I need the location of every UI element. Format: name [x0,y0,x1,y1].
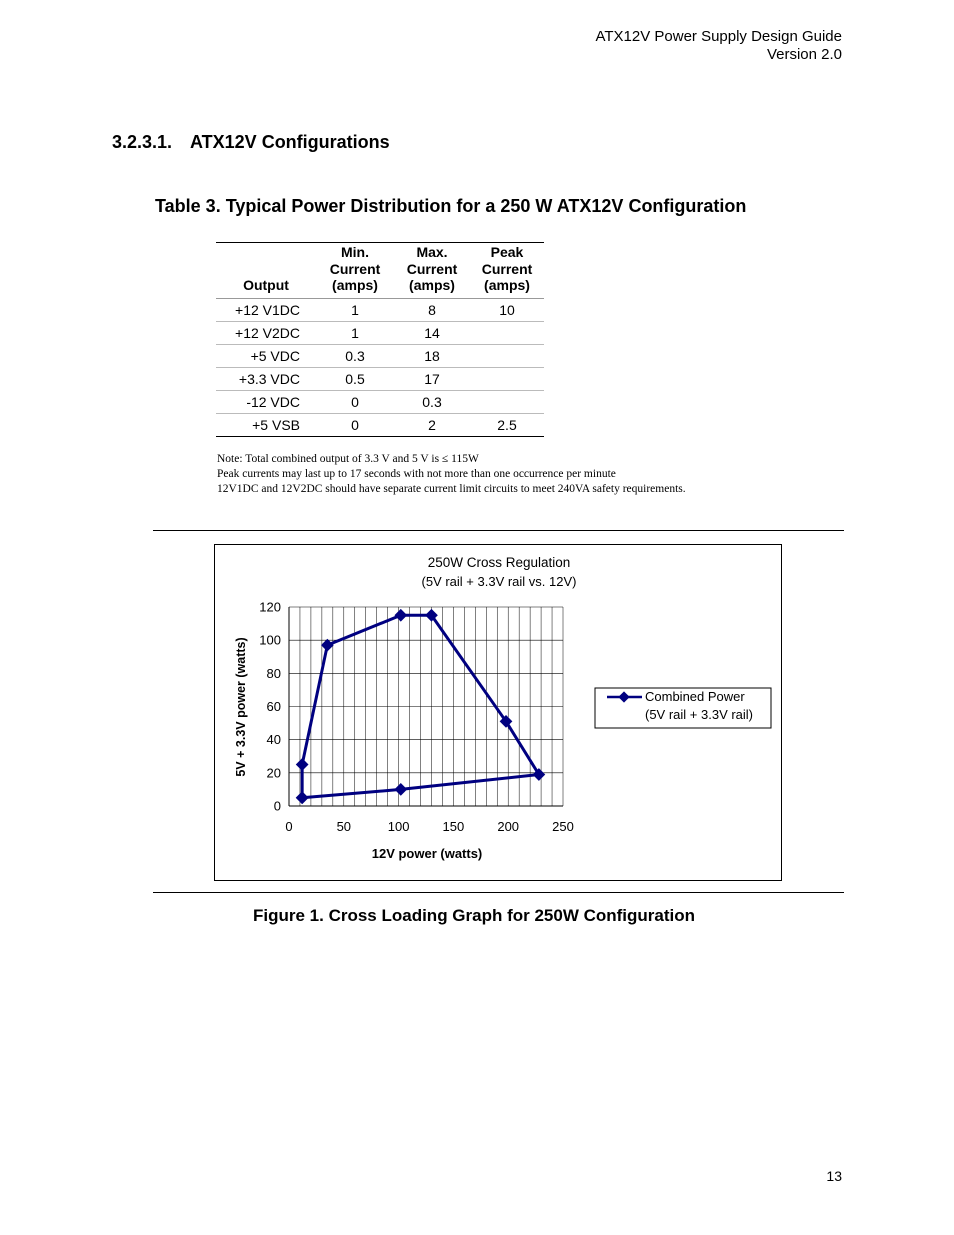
x-tick-label: 200 [497,819,520,834]
y-tick-label: 60 [266,699,281,714]
x-tick-label: 0 [285,819,293,834]
x-tick-label: 50 [336,819,352,834]
data-point-marker [296,791,309,804]
note-line: Peak currents may last up to 17 seconds with not more than one occurrence per minute [217,468,616,480]
y-tick-label: 0 [273,798,281,814]
table-row [216,321,544,344]
cell-peak [470,321,544,344]
cell-peak: 2.5 [470,413,544,436]
data-point-marker [296,758,309,771]
legend-label-line1: Combined Power [645,689,745,704]
section-heading [112,132,390,153]
cell-peak [470,344,544,367]
power-distribution-table [216,242,544,437]
cell-output: +12 V2DC [216,321,316,344]
cell-max: 8 [394,298,470,321]
legend [595,688,771,728]
cell-max: 0.3 [394,390,470,413]
y-tick-label: 100 [259,632,281,648]
chart-subtitle: (5V rail + 3.3V rail vs. 12V) [421,574,577,589]
cell-output: +5 VSB [216,413,316,436]
header-max-current: Max. Current (amps) [394,243,470,299]
cell-output: +12 V1DC [216,298,316,321]
table-row [216,344,544,367]
data-point-marker [394,609,407,622]
page-header [595,28,842,64]
header-min-current: Min. Current (amps) [316,243,394,299]
table-notes [217,452,686,497]
cell-max: 17 [394,367,470,390]
header-doc-title: ATX12V Power Supply Design Guide [595,28,842,45]
y-tick-label: 40 [266,732,281,748]
cell-max: 18 [394,344,470,367]
cell-min: 0 [316,413,394,436]
note-line: 12V1DC and 12V2DC should have separate current limit circuits to meet 240VA safety requirements. [217,483,686,495]
page-number: 13 [826,1168,842,1184]
cell-output: +3.3 VDC [216,367,316,390]
y-axis-label: 5V + 3.3V power (watts) [234,637,248,777]
table-row [216,390,544,413]
cell-output: -12 VDC [216,390,316,413]
figure-bottom-rule [153,892,844,893]
x-tick-label: 250 [552,819,574,834]
cell-min: 1 [316,298,394,321]
table-header-row [216,243,544,299]
legend-label-line2: (5V rail + 3.3V rail) [645,707,754,722]
table-row [216,367,544,390]
note-line: Note: Total combined output of 3.3 V and 5 V is ≤ 115W [217,453,479,465]
section-number: 3.2.3.1. [112,132,173,152]
figure-caption: Figure 1. Cross Loading Graph for 250W Configuration [253,906,696,925]
cell-output: +5 VDC [216,344,316,367]
y-tick-label: 120 [259,599,281,615]
data-point-marker [394,783,407,796]
cell-min: 0.3 [316,344,394,367]
cross-regulation-chart [214,544,782,881]
section-title: ATX12V Configurations [190,132,390,152]
cell-peak [470,390,544,413]
cell-min: 0 [316,390,394,413]
y-tick-label: 20 [266,765,281,781]
y-tick-label: 80 [266,665,281,681]
x-tick-label: 100 [387,819,410,834]
chart-canvas [215,545,781,880]
header-peak-current: Peak Current (amps) [470,243,544,299]
table-row [216,413,544,436]
table-title: Table 3. Typical Power Distribution for a 250 W ATX12V Configuration [155,196,747,216]
cell-max: 14 [394,321,470,344]
header-version: Version 2.0 [766,46,842,63]
cell-max: 2 [394,413,470,436]
cell-min: 1 [316,321,394,344]
cell-min: 0.5 [316,367,394,390]
table-row [216,298,544,321]
cell-peak: 10 [470,298,544,321]
data-point-marker [321,639,334,652]
figure-top-rule [153,530,844,531]
x-tick-label: 150 [442,819,465,834]
header-output: Output [216,243,316,299]
x-axis-label: 12V power (watts) [371,846,483,861]
cell-peak [470,367,544,390]
chart-title: 250W Cross Regulation [427,555,571,570]
